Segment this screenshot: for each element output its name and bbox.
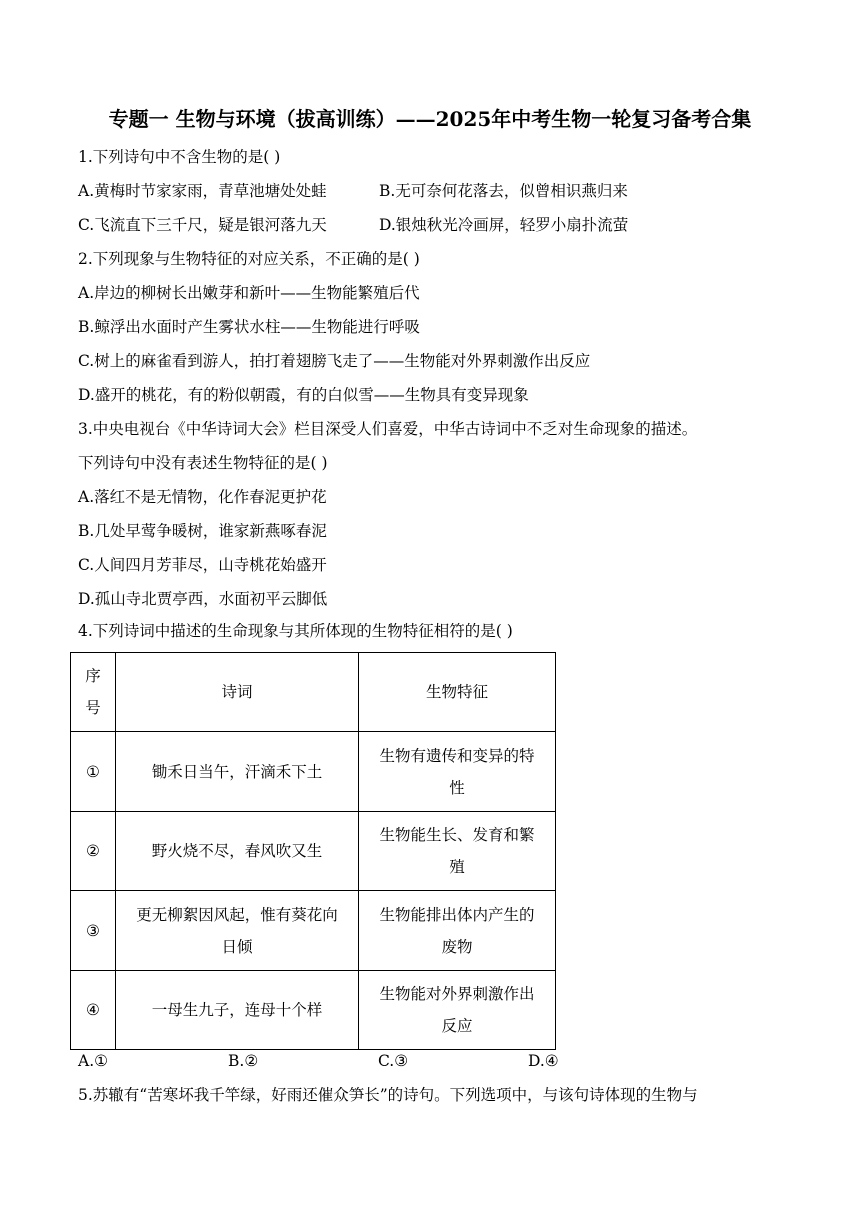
row-feature-line2: 性: [449, 778, 465, 797]
document-title: 专题一 生物与环境（拔高训练）——2025年中考生物一轮复习备考合集: [108, 107, 752, 131]
q3-option-c: C.人间四月芳菲尽，山寺桃花始盛开: [78, 556, 327, 574]
q3-option-b: B.几处早莺争暖树，谁家新燕啄春泥: [78, 522, 327, 540]
q1-stem: 1.下列诗句中不含生物的是( ): [78, 148, 281, 166]
q4-option-d: D.④: [528, 1052, 559, 1070]
header-number-line1: 序: [85, 667, 101, 685]
q3-option-d: D.孤山寺北贾亭西，水面初平云脚低: [78, 590, 328, 608]
header-number: [71, 653, 116, 732]
row-feature-line2: 废物: [441, 937, 473, 956]
q2-option-b: B.鲸浮出水面时产生雾状水柱——生物能进行呼吸: [78, 318, 420, 336]
table-header-row: [71, 653, 556, 732]
q2-option-a: A.岸边的柳树长出嫩芽和新叶——生物能繁殖后代: [78, 284, 420, 302]
header-feature: 生物特征: [359, 653, 556, 732]
row-feature-line2: 反应: [441, 1017, 473, 1035]
row-feature-line1: 生物能排出体内产生的: [379, 905, 535, 924]
row-feature-line1: 生物能生长、发育和繁: [379, 826, 535, 844]
table-row: [71, 971, 556, 1050]
q5-stem: 5.苏辙有“苦寒坏我千竿绿，好雨还催众笋长”的诗句。下列选项中，与该句诗体现的生物与: [78, 1086, 698, 1104]
header-number-line2: 号: [85, 699, 101, 717]
table-row: [71, 732, 556, 812]
table-row: [71, 812, 556, 891]
row-feature: [359, 732, 556, 812]
table-row: [71, 891, 556, 971]
row-poem-line1: 一母生九子，连母十个样: [151, 1001, 323, 1019]
q1-option-b: B.无可奈何花落去，似曾相识燕归来: [379, 182, 628, 200]
row-poem: [116, 812, 359, 891]
q3-stem-line2: 下列诗句中没有表述生物特征的是( ): [78, 454, 328, 472]
row-feature-line1: 生物有遗传和变异的特: [379, 746, 535, 765]
q2-option-c: C.树上的麻雀看到游人，拍打着翅膀飞走了——生物能对外界刺激作出反应: [78, 352, 591, 370]
q4-option-a: A.①: [78, 1052, 109, 1070]
q4-table: [70, 652, 556, 1050]
q3-option-a: A.落红不是无情物，化作春泥更护花: [78, 488, 327, 506]
q3-stem-line1: 3.中央电视台《中华诗词大会》栏目深受人们喜爱，中华古诗词中不乏对生命现象的描述。: [78, 420, 698, 438]
row-poem-line1: 野火烧不尽，春风吹又生: [151, 842, 323, 860]
q4-stem: 4.下列诗词中描述的生命现象与其所体现的生物特征相符的是( ): [78, 622, 513, 640]
row-poem: [116, 971, 359, 1050]
row-feature: [359, 812, 556, 891]
q4-option-c: C.③: [378, 1052, 409, 1070]
header-poem: 诗词: [116, 653, 359, 732]
row-feature-line1: 生物能对外界刺激作出: [379, 985, 535, 1003]
row-number: ①: [71, 732, 116, 812]
row-poem: [116, 891, 359, 971]
row-poem-line2: 日倾: [221, 937, 253, 956]
row-poem-line1: 更无柳絮因风起，惟有葵花向: [136, 905, 338, 924]
q4-option-b: B.②: [228, 1052, 259, 1070]
row-feature: [359, 971, 556, 1050]
row-poem: [116, 732, 359, 812]
row-poem-line1: 锄禾日当午，汗滴禾下土: [151, 762, 323, 781]
q2-stem: 2.下列现象与生物特征的对应关系，不正确的是( ): [78, 250, 420, 268]
q1-option-a: A.黄梅时节家家雨，青草池塘处处蛙: [78, 182, 327, 200]
row-number: ②: [71, 812, 116, 891]
row-number: ④: [71, 971, 116, 1050]
row-number: ③: [71, 891, 116, 971]
row-feature-line2: 殖: [449, 858, 465, 876]
row-feature: [359, 891, 556, 971]
q1-option-c: C.飞流直下三千尺，疑是银河落九天: [78, 216, 327, 234]
q1-option-d: D.银烛秋光冷画屏，轻罗小扇扑流萤: [379, 216, 629, 234]
q2-option-d: D.盛开的桃花，有的粉似朝霞，有的白似雪——生物具有变异现象: [78, 386, 529, 404]
